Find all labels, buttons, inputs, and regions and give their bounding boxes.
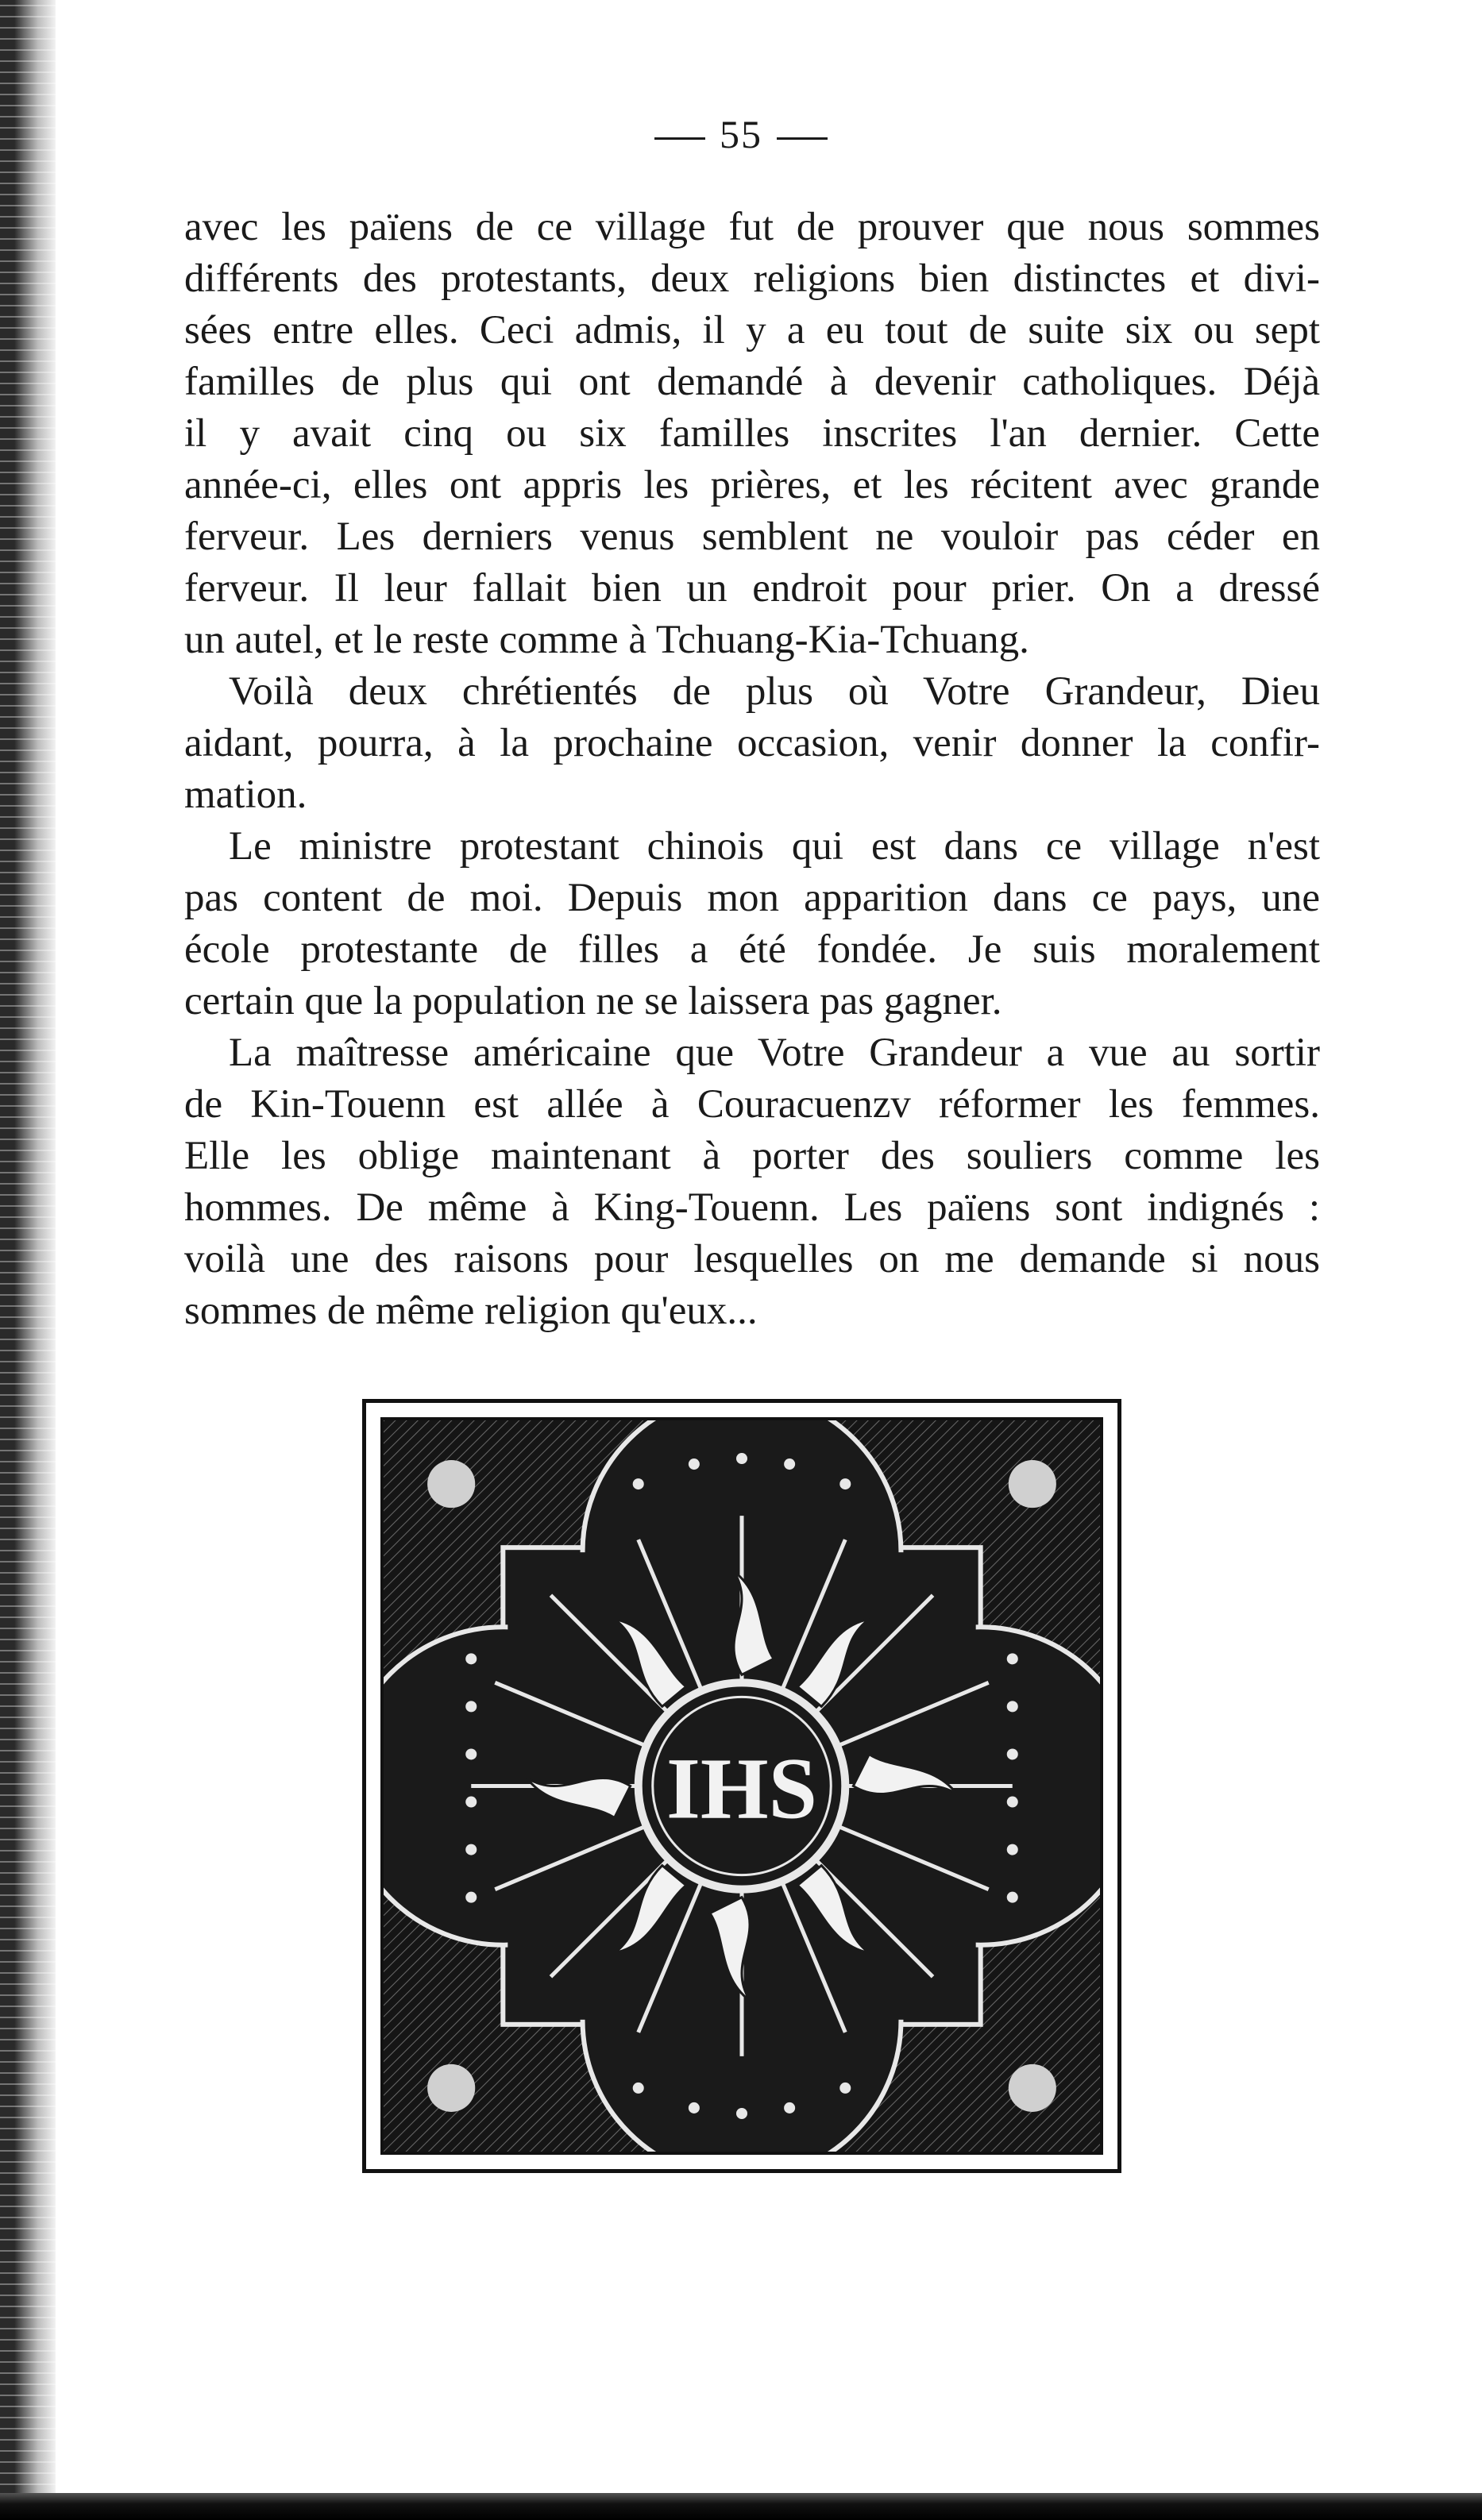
ihs-emblem-graphic <box>384 1420 1100 2152</box>
text-line: certain que la population ne se laissera pas gagner. <box>184 979 1002 1023</box>
dash-right <box>777 137 828 140</box>
binding-edge <box>0 0 56 2520</box>
bottom-edge <box>0 2493 1482 2520</box>
page-number-value: 55 <box>720 112 762 156</box>
page-number <box>0 111 1482 157</box>
text-line: La maîtresse américaine que Votre Grandeur a vue au sortir <box>229 1031 1320 1075</box>
text-line: avec les païens de ce village fut de prouver que nous sommes <box>184 205 1320 249</box>
text-line: Elle les oblige maintenant à porter des souliers comme les <box>184 1134 1320 1178</box>
text-line: hommes. De même à King-Touenn. Les païens sont indignés : <box>184 1185 1320 1230</box>
ornamental-illustration <box>362 1399 1121 2173</box>
text-line: année-ci, elles ont appris les prières, et les récitent avec grande <box>184 463 1320 507</box>
ihs-emblem <box>380 1417 1103 2155</box>
text-line: familles de plus qui ont demandé à devenir catholiques. Déjà <box>184 360 1320 404</box>
text-line: sommes de même religion qu'eux... <box>184 1289 758 1333</box>
text-line: voilà une des raisons pour lesquelles on me demande si nous <box>184 1237 1320 1281</box>
dash-left <box>654 137 705 140</box>
text-line: ferveur. Il leur fallait bien un endroit pour prier. On a dressé <box>184 566 1320 611</box>
text-line: école protestante de filles a été fondée. Je suis moralement <box>184 927 1320 972</box>
text-line: aidant, pourra, à la prochaine occasion, venir donner la confir- <box>184 721 1320 765</box>
text-line: Voilà deux chrétientés de plus où Votre Grandeur, Dieu <box>229 669 1320 714</box>
body-text <box>184 202 1320 1337</box>
text-line: ferveur. Les derniers venus semblent ne vouloir pas céder en <box>184 514 1320 559</box>
text-line: Le ministre protestant chinois qui est dans ce village n'est <box>229 824 1320 869</box>
ihs-monogram: IHS <box>666 1740 817 1837</box>
text-line: de Kin-Touenn est allée à Couracuenzv réformer les femmes. <box>184 1082 1320 1127</box>
text-line: mation. <box>184 773 307 817</box>
text-line: un autel, et le reste comme à Tchuang-Kia-Tchuang. <box>184 618 1029 662</box>
text-line: pas content de moi. Depuis mon apparition dans ce pays, une <box>184 876 1320 920</box>
text-line: sées entre elles. Ceci admis, il y a eu tout de suite six ou sept <box>184 308 1320 353</box>
text-line: il y avait cinq ou six familles inscrites l'an dernier. Cette <box>184 411 1320 456</box>
text-line: différents des protestants, deux religions bien distinctes et divi- <box>184 256 1320 301</box>
